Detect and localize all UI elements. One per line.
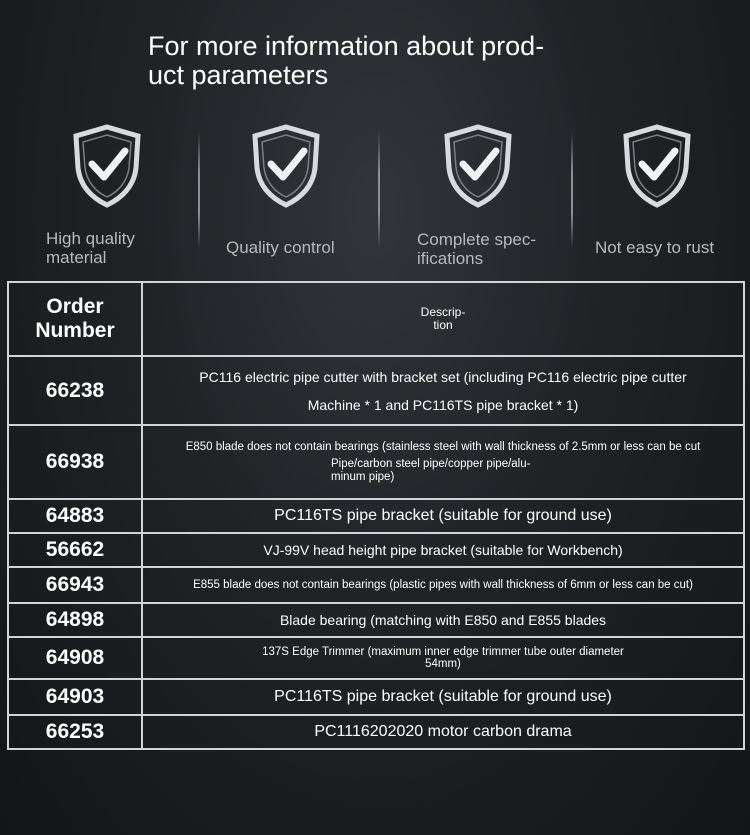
description-line-1: 137S Edge Trimmer (maximum inner edge trimmer tube outer diameter	[262, 646, 624, 658]
order-number-cell: 66238	[8, 356, 142, 425]
table-row	[8, 637, 744, 679]
description-line-2: Pipe/carbon steel pipe/copper pipe/alu-	[331, 458, 531, 470]
table-row	[8, 425, 744, 499]
shield-check-icon	[622, 124, 692, 208]
feature-label-line-1: High quality	[46, 229, 135, 248]
description-cell	[142, 425, 744, 499]
header-description	[142, 282, 744, 356]
title-line-1: For more information about prod-	[148, 31, 545, 61]
page-title	[148, 32, 608, 90]
description-line-1: PC116 electric pipe cutter with bracket set (including PC116 electric pipe cutter	[199, 368, 687, 385]
table-row	[8, 533, 744, 567]
description-cell: PC116TS pipe bracket (suitable for ground use)	[142, 679, 744, 715]
product-parameters-table	[7, 281, 745, 750]
order-number-cell: 66938	[8, 425, 142, 499]
description-cell: PC1116202020 motor carbon drama	[142, 715, 744, 749]
feature-label-line-2: ifications	[417, 249, 484, 268]
feature-divider	[571, 132, 573, 248]
table-row	[8, 603, 744, 637]
feature-quality-control	[220, 118, 410, 278]
shield-check-icon	[251, 124, 321, 208]
feature-strip	[0, 118, 750, 278]
order-number-cell: 64883	[8, 499, 142, 533]
description-cell: PC116TS pipe bracket (suitable for ground use)	[142, 499, 744, 533]
table-row	[8, 567, 744, 603]
feature-label-line-2: material	[46, 248, 107, 267]
order-number-cell: 64898	[8, 603, 142, 637]
feature-not-easy-to-rust	[590, 118, 750, 278]
feature-high-quality-material	[40, 118, 230, 278]
description-line-3: minum pipe)	[331, 471, 395, 483]
header-description-line-1: Descrip-	[420, 305, 466, 319]
order-number-cell: 66943	[8, 567, 142, 603]
title-line-2: uct parameters	[148, 60, 329, 90]
description-line-1: E850 blade does not contain bearings (stainless steel with wall thickness of 2.5mm or less can be cut	[185, 441, 701, 453]
description-cell: E855 blade does not contain bearings (plastic pipes with wall thickness of 6mm or less can be cut)	[142, 567, 744, 603]
feature-divider	[198, 132, 200, 248]
table-row	[8, 356, 744, 425]
description-cell	[142, 356, 744, 425]
feature-divider	[378, 132, 380, 248]
order-number-cell: 66253	[8, 715, 142, 749]
feature-label-line-1: Complete spec-	[417, 230, 537, 249]
table-row	[8, 715, 744, 749]
order-number-cell: 56662	[8, 533, 142, 567]
description-cell: Blade bearing (matching with E850 and E855 blades	[142, 603, 744, 637]
table-header-row	[8, 282, 744, 356]
shield-check-icon	[72, 124, 142, 208]
description-cell: VJ-99V head height pipe bracket (suitable for Workbench)	[142, 533, 744, 567]
description-line-2: Machine * 1 and PC116TS pipe bracket * 1)	[307, 396, 579, 413]
description-line-2: 54mm)	[425, 658, 461, 670]
header-description-line-2: tion	[433, 318, 453, 332]
order-number-cell: 64908	[8, 637, 142, 679]
order-number-cell: 64903	[8, 679, 142, 715]
table-row	[8, 499, 744, 533]
description-cell	[142, 637, 744, 679]
feature-label-line-1: Quality control	[226, 238, 335, 257]
table-row	[8, 679, 744, 715]
header-order-number: Order Number	[8, 282, 142, 356]
feature-label-line-1: Not easy to rust	[595, 238, 715, 257]
shield-check-icon	[443, 124, 513, 208]
